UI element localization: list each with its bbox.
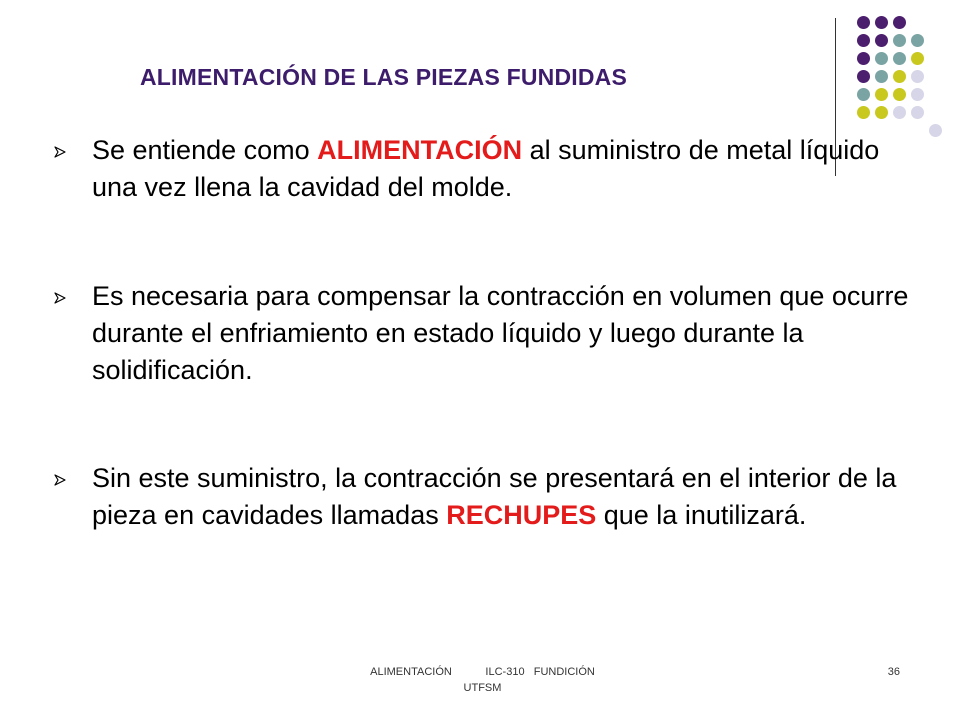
dot-purple bbox=[875, 34, 888, 47]
dot-purple bbox=[893, 16, 906, 29]
dot-purple bbox=[857, 52, 870, 65]
arrow-bullet-icon bbox=[54, 292, 66, 304]
dot-lavender bbox=[911, 106, 924, 119]
dot-lime bbox=[893, 70, 906, 83]
footer-title-line1: ALIMENTACIÓN ILC-310 FUNDICIÓN bbox=[370, 666, 595, 678]
footer-title-line2: UTFSM bbox=[463, 682, 502, 694]
bullet-text bbox=[92, 460, 912, 534]
highlighted-term: ALIMENTACIÓN bbox=[317, 135, 523, 165]
highlighted-term: RECHUPES bbox=[446, 500, 597, 530]
dot-lime bbox=[875, 88, 888, 101]
page-number: 36 bbox=[887, 666, 900, 678]
arrow-bullet-icon bbox=[54, 474, 66, 486]
bullet-text-segment: que la inutilizará. bbox=[596, 500, 807, 530]
dot-teal bbox=[911, 34, 924, 47]
footer-title bbox=[355, 664, 610, 696]
bullet-text-segment: Se entiende como bbox=[92, 135, 318, 165]
bullet-text bbox=[92, 278, 912, 389]
dot-teal bbox=[875, 70, 888, 83]
dot-lime bbox=[911, 52, 924, 65]
dot-lavender bbox=[893, 106, 906, 119]
bullet-text-segment: Sin este suministro, la contracción se presentará en el interior de la pieza en cavidades llamadas bbox=[92, 463, 897, 530]
dot-lime bbox=[893, 88, 906, 101]
dot-lavender bbox=[911, 70, 924, 83]
dot-teal bbox=[893, 52, 906, 65]
bullet-text-segment: al suministro de metal líquido una vez llena la cavidad del molde. bbox=[92, 135, 880, 202]
page-title: ALIMENTACIÓN DE LAS PIEZAS FUNDIDAS bbox=[140, 64, 628, 90]
dot-purple bbox=[857, 34, 870, 47]
arrow-bullet-icon bbox=[54, 146, 66, 158]
dot-lime bbox=[857, 106, 870, 119]
dot-purple bbox=[875, 16, 888, 29]
dot-lavender bbox=[929, 124, 942, 137]
dot-teal bbox=[857, 88, 870, 101]
dot-teal bbox=[875, 52, 888, 65]
dot-lavender bbox=[911, 88, 924, 101]
dot-purple bbox=[857, 16, 870, 29]
dot-teal bbox=[893, 34, 906, 47]
bullet-text bbox=[92, 132, 912, 206]
bullet-text-segment: Es necesaria para compensar la contracción en volumen que ocurre durante el enfriamiento en estado líquido y luego durante la solidificación. bbox=[92, 281, 909, 385]
dot-purple bbox=[857, 70, 870, 83]
dot-lime bbox=[875, 106, 888, 119]
